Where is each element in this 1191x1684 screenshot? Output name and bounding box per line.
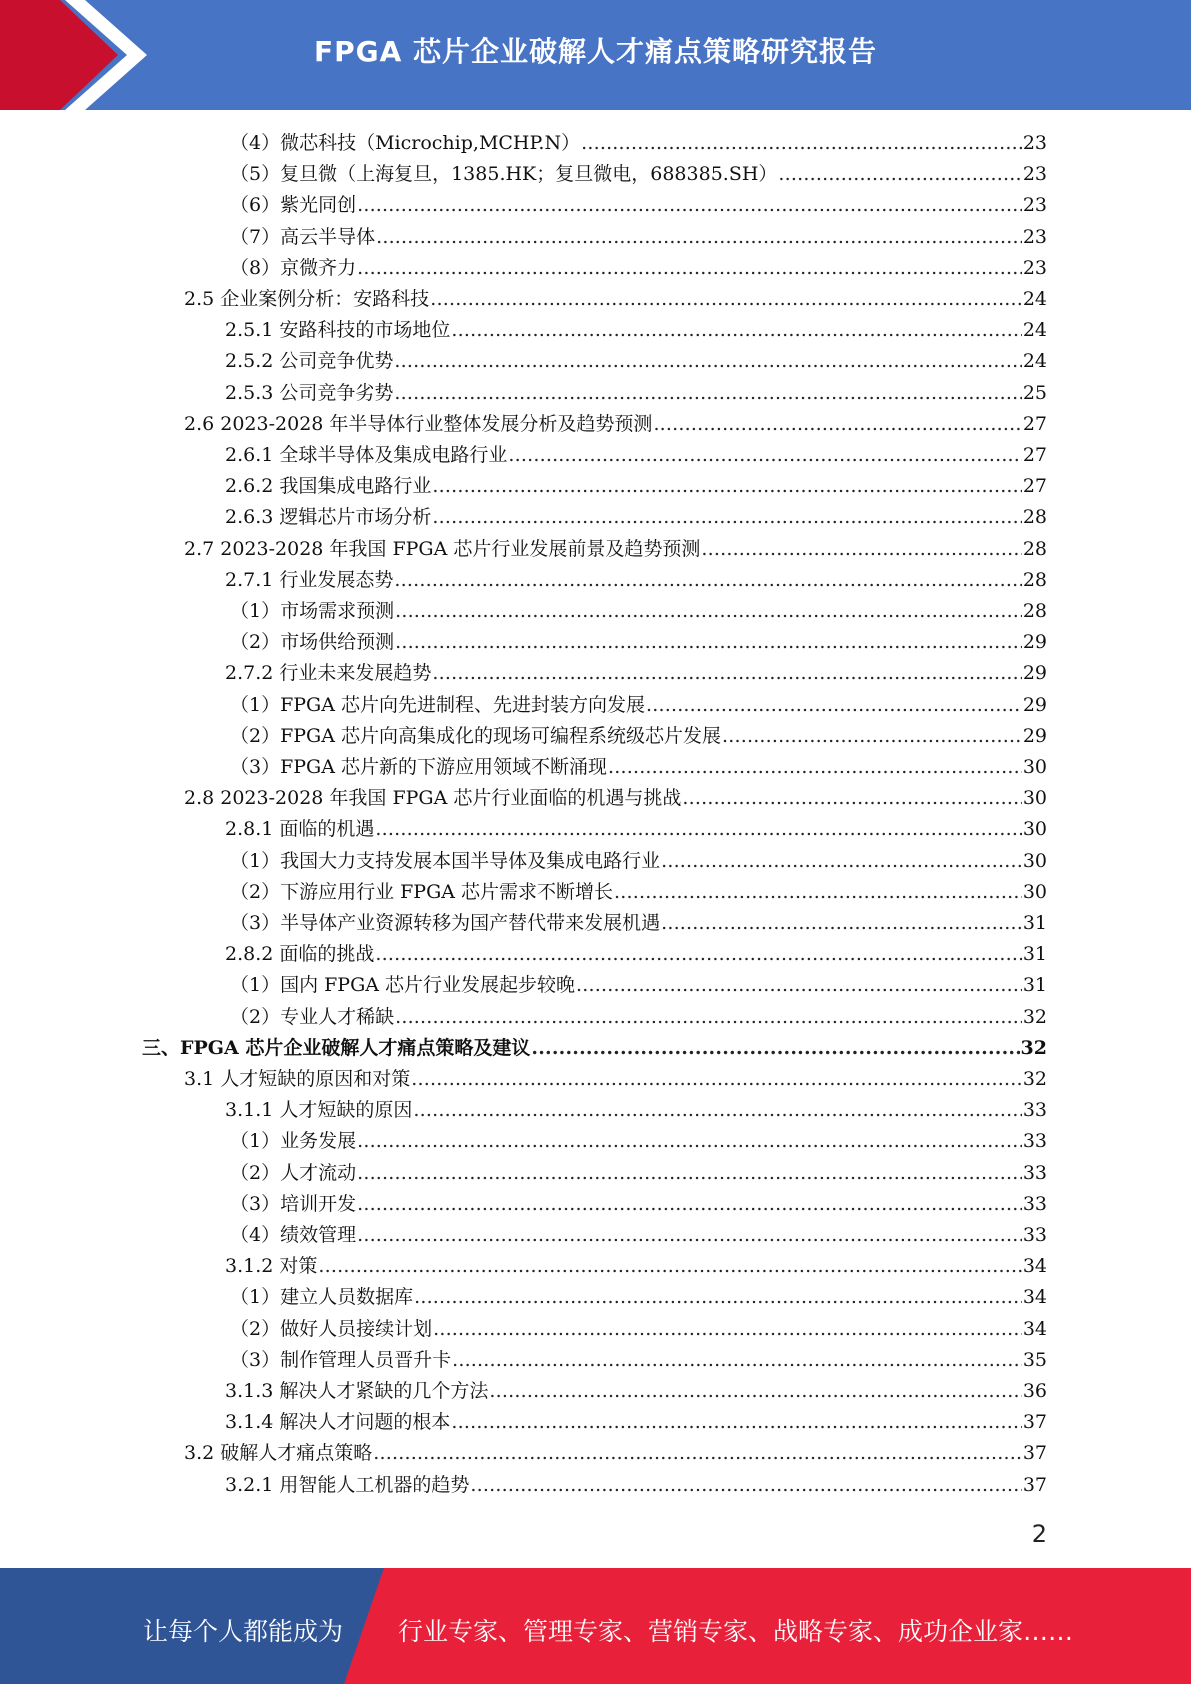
toc-entry-page: 23 — [1022, 132, 1047, 154]
toc-dot-leader — [357, 253, 1022, 284]
toc-dot-leader — [373, 1438, 1022, 1469]
toc-dot-leader — [357, 190, 1022, 221]
toc-entry-page: 28 — [1022, 537, 1047, 560]
toc-entry[interactable] — [0, 1470, 1191, 1501]
toc-entry-page: 30 — [1022, 880, 1047, 903]
toc-entry[interactable] — [0, 1126, 1191, 1157]
toc-entry-page: 24 — [1022, 319, 1047, 342]
toc-entry-page: 29 — [1022, 662, 1047, 685]
toc-entry[interactable] — [0, 939, 1191, 970]
toc-entry[interactable] — [0, 1282, 1191, 1313]
toc-entry-page: 30 — [1022, 756, 1047, 778]
toc-entry-label: （1）FPGA 芯片向先进制程、先进封装方向发展 — [230, 693, 645, 716]
toc-dot-leader — [682, 783, 1021, 814]
toc-dot-leader — [778, 159, 1021, 190]
toc-entry[interactable] — [0, 409, 1191, 440]
toc-entry-page: 34 — [1022, 1317, 1047, 1340]
toc-entry-page: 37 — [1022, 1473, 1047, 1496]
toc-entry[interactable] — [0, 1376, 1191, 1407]
page-header — [0, 0, 1191, 110]
toc-entry[interactable] — [0, 128, 1191, 159]
toc-entry-page: 30 — [1022, 849, 1047, 872]
toc-dot-leader — [470, 1470, 1021, 1501]
toc-entry-page: 27 — [1022, 475, 1047, 498]
toc-entry-label: 2.6.3 逻辑芯片市场分析 — [225, 506, 432, 529]
toc-entry[interactable] — [0, 471, 1191, 502]
toc-entry-label: （5）复旦微（上海复旦，1385.HK；复旦微电，688385.SH） — [230, 163, 778, 186]
toc-entry-page: 34 — [1022, 1255, 1047, 1278]
toc-entry-label: （1）国内 FPGA 芯片行业发展起步较晚 — [230, 974, 576, 997]
toc-entry[interactable] — [0, 1220, 1191, 1251]
toc-entry[interactable] — [0, 1158, 1191, 1189]
toc-dot-leader — [608, 752, 1022, 783]
toc-dot-leader — [433, 1314, 1022, 1345]
toc-entry-label: （4）微芯科技（Microchip,MCHP.N） — [230, 132, 581, 154]
toc-entry[interactable] — [0, 159, 1191, 190]
toc-entry-page: 32 — [1020, 1036, 1047, 1059]
toc-entry[interactable] — [0, 1407, 1191, 1438]
toc-dot-leader — [414, 1282, 1022, 1313]
toc-entry-label: （3）半导体产业资源转移为国产替代带来发展机遇 — [230, 912, 661, 934]
toc-entry-label: （2）做好人员接续计划 — [230, 1317, 433, 1340]
toc-dot-leader — [357, 1189, 1022, 1220]
report-title: FPGA 芯片企业破解人才痛点策略研究报告 — [313, 35, 878, 68]
toc-entry-label: 2.7.1 行业发展态势 — [225, 568, 394, 591]
toc-dot-leader — [411, 1064, 1022, 1095]
toc-dot-leader — [581, 128, 1022, 159]
toc-dot-leader — [375, 814, 1021, 845]
toc-dot-leader — [432, 502, 1021, 533]
toc-entry[interactable] — [0, 502, 1191, 533]
toc-entry[interactable] — [0, 346, 1191, 377]
toc-entry-page: 24 — [1022, 350, 1047, 373]
toc-entry-label: 3.1.3 解决人才紧缺的几个方法 — [225, 1380, 489, 1402]
toc-entry[interactable] — [0, 1033, 1191, 1064]
toc-entry-page: 31 — [1022, 974, 1047, 997]
toc-dot-leader — [395, 596, 1022, 627]
toc-entry[interactable] — [0, 908, 1191, 939]
toc-entry-label: （1）我国大力支持发展本国半导体及集成电路行业 — [230, 849, 661, 872]
toc-entry-page: 37 — [1022, 1411, 1047, 1434]
toc-entry[interactable] — [0, 1002, 1191, 1033]
toc-entry-page: 32 — [1022, 1068, 1047, 1090]
toc-entry-page: 23 — [1022, 225, 1047, 248]
toc-entry-label: （2）下游应用行业 FPGA 芯片需求不断增长 — [230, 880, 614, 903]
toc-dot-leader — [661, 846, 1022, 877]
toc-dot-leader — [394, 565, 1021, 596]
toc-dot-leader — [701, 534, 1021, 565]
toc-entry-page: 33 — [1022, 1130, 1047, 1153]
toc-entry[interactable] — [0, 565, 1191, 596]
toc-entry-label: 2.8.2 面临的挑战 — [225, 943, 375, 966]
toc-entry-label: （3）培训开发 — [230, 1192, 357, 1215]
toc-dot-leader — [357, 1220, 1022, 1251]
toc-entry-page: 33 — [1022, 1224, 1047, 1246]
toc-dot-leader — [576, 970, 1022, 1001]
toc-dot-leader — [722, 721, 1022, 752]
toc-entry-page: 30 — [1022, 818, 1047, 841]
toc-entry-label: （1）建立人员数据库 — [230, 1286, 414, 1309]
toc-entry-page: 29 — [1022, 724, 1047, 747]
toc-entry-page: 35 — [1022, 1348, 1047, 1371]
toc-entry-label: （4）绩效管理 — [230, 1224, 357, 1246]
toc-entry-page: 23 — [1022, 194, 1047, 217]
toc-entry[interactable] — [0, 970, 1191, 1001]
toc-dot-leader — [375, 939, 1021, 970]
toc-entry-label: 3.1.2 对策 — [225, 1255, 318, 1278]
toc-entry-label: （2）FPGA 芯片向高集成化的现场可编程系统级芯片发展 — [230, 724, 721, 747]
toc-entry-page: 33 — [1022, 1192, 1047, 1215]
toc-entry-label: 2.6.2 我国集成电路行业 — [225, 475, 432, 498]
toc-entry[interactable] — [0, 1314, 1191, 1345]
toc-dot-leader — [451, 315, 1021, 346]
toc-entry-page: 27 — [1022, 412, 1047, 435]
toc-entry-page: 34 — [1022, 1286, 1047, 1309]
toc-dot-leader — [394, 346, 1021, 377]
toc-dot-leader — [430, 284, 1022, 315]
toc-entry[interactable] — [0, 814, 1191, 845]
toc-entry[interactable] — [0, 534, 1191, 565]
toc-dot-leader — [432, 658, 1021, 689]
toc-entry-label: （2）专业人才稀缺 — [230, 1005, 395, 1028]
toc-entry-label: （8）京微齐力 — [230, 256, 357, 279]
toc-entry[interactable] — [0, 690, 1191, 721]
toc-entry[interactable] — [0, 877, 1191, 908]
toc-entry[interactable] — [0, 658, 1191, 689]
toc-entry-label: 2.5.2 公司竞争优势 — [225, 350, 394, 373]
toc-entry-label: （2）市场供给预测 — [230, 631, 395, 654]
toc-entry-label: （3）FPGA 芯片新的下游应用领域不断涌现 — [230, 756, 607, 778]
toc-entry-page: 27 — [1022, 444, 1047, 466]
toc-dot-leader — [357, 1126, 1022, 1157]
toc-entry-page: 37 — [1022, 1442, 1047, 1465]
toc-entry-label: 3.2 破解人才痛点策略 — [184, 1442, 373, 1465]
toc-entry[interactable] — [0, 1345, 1191, 1376]
footer-slogan-left: 让每个人都能成为 — [143, 1617, 344, 1646]
toc-entry-page: 28 — [1022, 568, 1047, 591]
toc-entry[interactable] — [0, 440, 1191, 471]
toc-entry[interactable] — [0, 284, 1191, 315]
toc-dot-leader — [451, 1407, 1021, 1438]
toc-dot-leader — [432, 471, 1021, 502]
toc-entry[interactable] — [0, 1064, 1191, 1095]
toc-dot-leader — [413, 1095, 1021, 1126]
toc-dot-leader — [646, 690, 1022, 721]
toc-entry-label: （1）市场需求预测 — [230, 600, 395, 622]
toc-entry-page: 23 — [1022, 163, 1047, 186]
toc-entry[interactable] — [0, 1438, 1191, 1469]
toc-dot-leader — [376, 222, 1022, 253]
toc-entry-page: 24 — [1022, 288, 1047, 310]
toc-entry-page: 36 — [1022, 1380, 1047, 1402]
toc-dot-leader — [395, 1002, 1022, 1033]
toc-dot-leader — [614, 877, 1022, 908]
page-number: 2 — [1031, 1520, 1047, 1548]
toc-entry-label: 3.1.1 人才短缺的原因 — [225, 1099, 413, 1122]
toc-entry-label: 2.7 2023-2028 年我国 FPGA 芯片行业发展前景及趋势预测 — [184, 537, 701, 560]
toc-entry-label: 三、FPGA 芯片企业破解人才痛点策略及建议 — [142, 1036, 531, 1059]
toc-dot-leader — [661, 908, 1022, 939]
toc-entry-page: 29 — [1022, 693, 1047, 716]
toc-dot-leader — [357, 1158, 1022, 1189]
toc-entry[interactable] — [0, 253, 1191, 284]
toc-entry-label: 3.1.4 解决人才问题的根本 — [225, 1411, 451, 1434]
toc-entry[interactable] — [0, 378, 1191, 409]
toc-entry[interactable] — [0, 190, 1191, 221]
toc-entry-label: 2.6.1 全球半导体及集成电路行业 — [225, 444, 508, 466]
toc-entry-label: 3.2.1 用智能人工机器的趋势 — [225, 1473, 470, 1496]
toc-entry[interactable] — [0, 627, 1191, 658]
toc-entry[interactable] — [0, 315, 1191, 346]
toc-entry[interactable] — [0, 783, 1191, 814]
toc-entry[interactable] — [0, 1095, 1191, 1126]
toc-dot-leader — [394, 378, 1021, 409]
toc-entry-page: 31 — [1022, 943, 1047, 966]
toc-entry-page: 29 — [1022, 631, 1047, 654]
toc-dot-leader — [395, 627, 1022, 658]
toc-dot-leader — [489, 1376, 1021, 1407]
toc-entry[interactable] — [0, 1189, 1191, 1220]
toc-dot-leader — [508, 440, 1021, 471]
toc-entry-label: 2.5.3 公司竞争劣势 — [225, 381, 394, 404]
toc-entry-label: 2.6 2023-2028 年半导体行业整体发展分析及趋势预测 — [184, 412, 653, 435]
toc-entry[interactable] — [0, 846, 1191, 877]
toc-entry-page: 23 — [1022, 256, 1047, 279]
toc-dot-leader — [452, 1345, 1022, 1376]
footer-slogan-right: 行业专家、管理专家、营销专家、战略专家、成功企业家…… — [398, 1617, 1074, 1646]
toc-entry-label: 2.8.1 面临的机遇 — [225, 818, 375, 841]
toc-entry-label: （7）高云半导体 — [230, 225, 376, 248]
toc-entry-label: （6）紫光同创 — [230, 194, 357, 217]
toc-entry-label: 2.8 2023-2028 年我国 FPGA 芯片行业面临的机遇与挑战 — [184, 787, 682, 810]
toc-entry-label: 2.5 企业案例分析：安路科技 — [184, 288, 430, 310]
toc-entry-page: 28 — [1022, 506, 1047, 529]
toc-entry-label: （3）制作管理人员晋升卡 — [230, 1348, 452, 1371]
toc-entry-page: 32 — [1022, 1005, 1047, 1028]
toc-entry-label: 2.5.1 安路科技的市场地位 — [225, 319, 451, 342]
toc-entry-page: 30 — [1022, 787, 1047, 810]
toc-entry[interactable] — [0, 1251, 1191, 1282]
toc-entry[interactable] — [0, 222, 1191, 253]
toc-entry-page: 28 — [1022, 600, 1047, 622]
toc-entry-page: 25 — [1022, 381, 1047, 404]
toc-entry-page: 33 — [1022, 1099, 1047, 1122]
page-footer — [0, 1568, 1191, 1684]
toc-entry[interactable] — [0, 752, 1191, 783]
toc-entry-label: （2）人才流动 — [230, 1161, 357, 1184]
toc-entry-page: 33 — [1022, 1161, 1047, 1184]
toc-entry[interactable] — [0, 596, 1191, 627]
toc-entry-label: 3.1 人才短缺的原因和对策 — [184, 1068, 411, 1090]
toc-entry-page: 31 — [1022, 912, 1047, 934]
toc-entry[interactable] — [0, 721, 1191, 752]
toc-entry-label: 2.7.2 行业未来发展趋势 — [225, 662, 432, 685]
toc-dot-leader — [318, 1251, 1021, 1282]
toc-dot-leader — [653, 409, 1021, 440]
toc-dot-leader — [531, 1033, 1019, 1064]
toc-entry-label: （1）业务发展 — [230, 1130, 357, 1153]
